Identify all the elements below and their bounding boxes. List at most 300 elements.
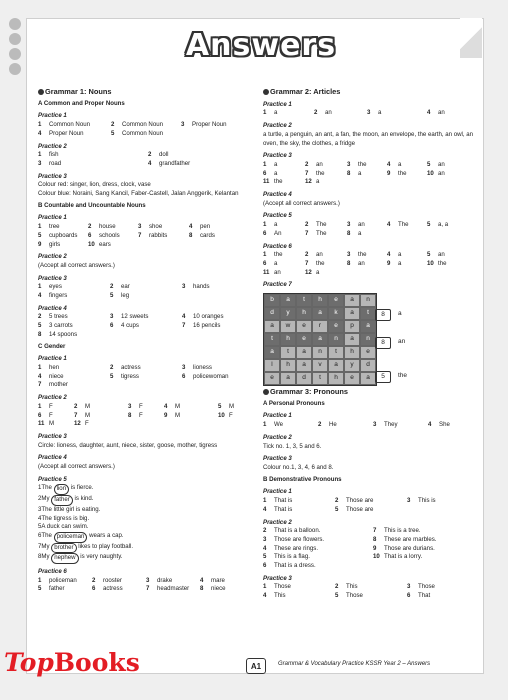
sentence-end: is fierce.	[69, 484, 94, 492]
item-answer: This	[274, 592, 286, 600]
item-answer: M	[175, 411, 181, 419]
answer-item	[428, 421, 468, 430]
item-answer: 16 pencils	[193, 322, 221, 330]
item-answer: lioness	[193, 363, 212, 371]
answer-item	[189, 232, 234, 241]
answer-item	[110, 313, 182, 322]
item-answer: This is a tree.	[384, 527, 421, 535]
answer-item	[111, 130, 181, 139]
item-answer: the	[274, 251, 283, 259]
item-number: 8	[189, 231, 193, 239]
answer-item	[38, 373, 110, 382]
circled-noun: lion	[54, 484, 70, 495]
item-number: 7	[74, 411, 78, 419]
grid-cell: a	[328, 359, 344, 372]
item-answer: the	[316, 259, 325, 267]
item-number: 8	[347, 229, 351, 237]
item-answer: an	[316, 251, 323, 259]
sentence-start: My	[41, 495, 52, 503]
item-number: 11	[263, 178, 270, 186]
item-answer: grandfather	[159, 159, 191, 167]
answer-item	[92, 577, 146, 586]
item-number: 4	[200, 576, 204, 584]
grid-cell: h	[344, 346, 360, 359]
grid-cell: t	[280, 346, 296, 359]
item-number: 5	[427, 251, 431, 259]
item-number: 6	[407, 592, 411, 600]
grid-cell: v	[312, 359, 328, 372]
item-answer: the	[398, 169, 407, 177]
answer-item	[305, 178, 347, 187]
circled-noun: nephew	[51, 553, 78, 564]
item-number: 2	[148, 151, 152, 159]
circled-noun: brother	[51, 543, 76, 554]
item-answer: father	[49, 585, 65, 593]
item-number: 11	[263, 268, 270, 276]
sentence-end: is very naughty.	[78, 553, 123, 561]
item-number: 1	[263, 583, 267, 591]
answer-item	[347, 161, 387, 170]
item-number: 8	[38, 330, 42, 338]
item-number: 6	[88, 231, 92, 239]
answer-item	[218, 412, 254, 421]
answer-text: Colour red: singer, lion, dress, clock, vase	[38, 181, 151, 189]
item-number-label: 7	[38, 542, 42, 550]
grid-cell: t	[360, 307, 376, 320]
item-answer: Common Noun	[49, 121, 90, 129]
item-number: 3	[181, 121, 185, 129]
answer-item	[111, 121, 181, 130]
grid-cell: e	[360, 346, 376, 359]
answer-item	[347, 230, 387, 239]
section-heading: Grammar 1: Nouns	[38, 88, 270, 97]
answer-item	[38, 241, 88, 250]
item-answer: road	[49, 159, 62, 167]
answer-item	[387, 161, 427, 170]
sentence-start: My	[41, 542, 52, 550]
item-answer: F	[85, 420, 89, 428]
item-number: 3	[407, 497, 411, 505]
grid-cell: h	[280, 333, 296, 346]
item-number: 3	[182, 363, 186, 371]
item-answer: We	[274, 421, 284, 429]
item-answer: an	[438, 251, 445, 259]
item-number: 3	[138, 223, 142, 231]
item-number: 5	[38, 231, 42, 239]
answer-item	[373, 421, 428, 430]
item-answer: Those are durians.	[384, 544, 435, 552]
grid-cell: e	[296, 333, 312, 346]
answer-item	[146, 577, 200, 586]
letter-grid	[263, 293, 377, 386]
item-number: 8	[373, 535, 377, 543]
item-answer: actress	[121, 363, 141, 371]
grid-cell: a	[344, 333, 360, 346]
answer-item	[263, 592, 335, 601]
item-number: 3	[182, 283, 186, 291]
item-answer: an	[438, 109, 445, 117]
practice-label: Practice 1	[38, 214, 67, 222]
answer-item	[427, 260, 463, 269]
item-answer: mare	[211, 576, 225, 584]
item-number: 1	[263, 497, 267, 505]
item-answer: eyes	[49, 283, 62, 291]
answer-item	[263, 583, 335, 592]
item-number: 1	[38, 223, 42, 231]
subsection-heading: A Personal Pronouns	[263, 399, 325, 407]
item-number: 9	[387, 259, 391, 267]
answer-item	[38, 403, 74, 412]
item-number: 4	[263, 544, 267, 552]
item-answer: ear	[121, 283, 130, 291]
answer-item	[148, 160, 238, 169]
right-column	[263, 86, 478, 601]
grid-cell: e	[296, 320, 312, 333]
item-number: 4	[428, 421, 432, 429]
answer-item	[182, 313, 242, 322]
item-answer: That is a lorry.	[384, 553, 423, 561]
item-number: 5	[427, 221, 431, 229]
item-answer: Those are flowers.	[274, 535, 325, 543]
item-number: 5	[38, 585, 42, 593]
count-box: 8	[375, 309, 391, 321]
grid-cell: t	[296, 294, 312, 307]
practice-label: Practice 1	[263, 100, 292, 108]
item-number: 10	[373, 553, 380, 561]
grid-cell: h	[296, 307, 312, 320]
item-number: 7	[146, 585, 150, 593]
circled-noun: policeman	[54, 532, 88, 543]
item-number-label: 1	[38, 484, 42, 492]
answer-item	[335, 497, 407, 506]
answer-sentence	[38, 553, 270, 564]
answer-item	[305, 230, 347, 239]
grid-cell: e	[328, 294, 344, 307]
item-number: 6	[263, 562, 267, 570]
item-number: 3	[38, 159, 42, 167]
grid-cell: d	[264, 307, 280, 320]
item-number: 2	[92, 576, 96, 584]
answer-item	[347, 260, 387, 269]
item-answer: These are marbles.	[384, 535, 437, 543]
answer-item	[387, 221, 427, 230]
answer-item	[263, 251, 305, 260]
answer-row	[38, 381, 270, 390]
sentence-end: wears a cap.	[87, 531, 124, 539]
item-answer: M	[229, 402, 235, 410]
answer-item	[182, 373, 242, 382]
answer-item	[263, 562, 373, 571]
item-number: 5	[38, 322, 42, 330]
item-number: 5	[110, 292, 114, 300]
answer-item	[38, 381, 110, 390]
item-number: 1	[38, 576, 42, 584]
answer-item	[373, 545, 463, 554]
answer-item	[38, 577, 92, 586]
item-answer: tigress	[121, 372, 139, 380]
subsection-heading: A Common and Proper Nouns	[38, 99, 125, 107]
answer-item	[128, 403, 164, 412]
answer-row	[38, 292, 270, 301]
answer-item	[38, 283, 110, 292]
answer-item	[38, 585, 92, 594]
answer-item	[164, 403, 218, 412]
grid-cell: a	[296, 346, 312, 359]
count-box: 8	[375, 337, 391, 349]
item-answer: a	[398, 160, 402, 168]
section-heading: Grammar 2: Articles	[263, 88, 478, 97]
item-number: 2	[318, 421, 322, 429]
grid-cell: r	[312, 320, 328, 333]
practice-label: Practice 3	[38, 172, 67, 180]
item-answer: mother	[49, 381, 68, 389]
item-number: 6	[263, 259, 267, 267]
grid-cell: n	[360, 294, 376, 307]
item-answer: Proper Noun	[192, 121, 227, 129]
grid-cell: e	[264, 372, 280, 385]
answer-item	[200, 577, 240, 586]
answer-item	[128, 412, 164, 421]
answer-item	[110, 373, 182, 382]
answer-item	[427, 170, 463, 179]
section-heading: Grammar 3: Pronouns	[263, 388, 478, 397]
item-number: 1	[38, 283, 42, 291]
item-answer: M	[85, 411, 91, 419]
item-number: 12	[74, 420, 81, 428]
grid-cell: y	[344, 359, 360, 372]
item-number: 7	[305, 169, 309, 177]
answer-row	[38, 322, 270, 331]
item-answer: This is	[418, 497, 436, 505]
practice-label: Practice 7	[263, 281, 292, 289]
item-number: 7	[138, 231, 142, 239]
practice-label: Practice 2	[38, 142, 67, 150]
item-number: 4	[38, 292, 42, 300]
answer-item	[74, 412, 128, 421]
answer-text: (Accept all correct answers.)	[38, 463, 115, 471]
item-number: 2	[88, 223, 92, 231]
item-answer: rooster	[103, 576, 122, 584]
item-number: 4	[148, 159, 152, 167]
item-number: 4	[263, 505, 267, 513]
item-number-label: 8	[38, 553, 42, 561]
item-number: 4	[38, 129, 42, 137]
count-word: an	[398, 338, 406, 346]
page-curl	[460, 18, 482, 58]
item-answer: policewoman	[193, 372, 229, 380]
item-answer: He	[329, 421, 337, 429]
item-answer: the	[316, 169, 325, 177]
item-number: 3	[128, 402, 132, 410]
grid-cell: e	[344, 372, 360, 385]
item-answer: F	[139, 402, 143, 410]
answer-row	[263, 553, 478, 562]
count-word: the	[398, 372, 408, 380]
answer-item	[305, 269, 347, 278]
grid-cell: t	[312, 372, 328, 385]
answer-row	[263, 506, 478, 515]
answer-row	[38, 373, 270, 382]
answer-row	[263, 497, 478, 506]
subsection-heading: B Demonstrative Pronouns	[263, 475, 342, 483]
item-answer: Common Noun	[122, 129, 163, 137]
item-answer: 10 oranges	[193, 313, 224, 321]
grid-cell: a	[264, 320, 280, 333]
item-answer: schools	[99, 231, 120, 239]
answer-item	[263, 230, 305, 239]
item-answer: Proper Noun	[49, 129, 84, 137]
answer-item	[38, 160, 148, 169]
item-number: 7	[305, 259, 309, 267]
answer-item	[367, 109, 427, 118]
item-answer: M	[175, 402, 181, 410]
answer-row	[263, 161, 478, 170]
answer-row	[38, 223, 270, 232]
answer-item	[263, 506, 335, 515]
practice-label: Practice 3	[38, 274, 67, 282]
item-answer: cards	[200, 231, 215, 239]
item-number: 12	[305, 268, 312, 276]
item-number: 6	[182, 372, 186, 380]
answer-item	[305, 260, 347, 269]
item-number: 5	[218, 402, 222, 410]
answer-item	[146, 585, 200, 594]
answer-item	[305, 221, 347, 230]
answer-sentence	[38, 532, 270, 543]
item-number: 3	[347, 251, 351, 259]
answer-sentence	[38, 484, 270, 495]
item-answer: cupboards	[49, 231, 78, 239]
answer-item	[38, 331, 110, 340]
item-number: 2	[305, 221, 309, 229]
item-answer: An	[274, 229, 282, 237]
practice-label: Practice 1	[38, 112, 67, 120]
answer-row	[38, 313, 270, 322]
item-answer: These are rings.	[274, 544, 319, 552]
answer-item	[164, 412, 218, 421]
item-number: 4	[427, 109, 431, 117]
item-answer: Common Noun	[122, 121, 163, 129]
practice-label: Practice 2	[263, 433, 292, 441]
item-number-label: 3	[38, 505, 42, 513]
item-answer: They	[384, 421, 398, 429]
answer-item	[305, 170, 347, 179]
practice-label: Practice 6	[263, 242, 292, 250]
answer-row	[38, 121, 270, 130]
answer-row	[263, 592, 478, 601]
item-answer: a	[316, 178, 320, 186]
item-answer: The	[398, 221, 409, 229]
item-number-label: 2	[38, 495, 42, 503]
item-number: 5	[335, 592, 339, 600]
publisher-logo: TopBooks	[4, 648, 140, 677]
answer-row	[263, 170, 478, 179]
practice-label: Practice 2	[263, 518, 292, 526]
answer-item	[110, 292, 182, 301]
answer-sentence	[38, 495, 270, 506]
grid-cell: n	[360, 333, 376, 346]
answer-row	[263, 251, 478, 260]
item-answer: doll	[159, 151, 169, 159]
answer-row	[38, 420, 270, 429]
item-number: 6	[92, 585, 96, 593]
answer-item	[182, 364, 242, 373]
item-number: 1	[263, 160, 267, 168]
item-answer: a	[358, 229, 362, 237]
answer-item	[427, 109, 457, 118]
practice-label: Practice 4	[38, 454, 67, 462]
grid-cell: p	[344, 320, 360, 333]
item-number: 1	[263, 109, 267, 117]
answer-item	[138, 223, 189, 232]
item-answer: the	[358, 251, 367, 259]
answer-item	[38, 232, 88, 241]
item-answer: a, a	[438, 221, 449, 229]
grid-cell: h	[328, 372, 344, 385]
practice-label: Practice 1	[38, 355, 67, 363]
practice-label: Practice 4	[263, 191, 292, 199]
item-number: 3	[347, 160, 351, 168]
item-answer: an	[438, 160, 445, 168]
item-answer: an	[438, 169, 445, 177]
item-answer: tree	[49, 223, 60, 231]
item-answer: hands	[193, 283, 210, 291]
item-answer: a	[274, 169, 278, 177]
answer-row	[38, 331, 270, 340]
item-number: 4	[387, 221, 391, 229]
grid-cell: t	[264, 333, 280, 346]
answer-item	[88, 223, 138, 232]
answer-item	[314, 109, 367, 118]
item-answer: Those	[346, 592, 363, 600]
practice-label: Practice 2	[38, 394, 67, 402]
answer-item	[263, 260, 305, 269]
answer-text: (Accept all correct answers.)	[263, 199, 340, 207]
item-number: 8	[347, 169, 351, 177]
item-answer: 3 carrots	[49, 322, 73, 330]
item-answer: an	[316, 160, 323, 168]
answer-item	[305, 161, 347, 170]
answer-item	[182, 283, 242, 292]
answer-row	[263, 536, 478, 545]
answer-item	[138, 232, 189, 241]
answer-sentence	[38, 506, 270, 515]
item-answer: an	[358, 221, 365, 229]
answer-row	[38, 232, 270, 241]
answer-item	[335, 583, 407, 592]
item-answer: headmaster	[157, 585, 190, 593]
answer-item	[38, 223, 88, 232]
item-answer: That is a dress.	[274, 562, 316, 570]
item-answer: a	[398, 259, 402, 267]
item-number: 7	[38, 381, 42, 389]
answer-item	[181, 121, 241, 130]
answer-item	[427, 161, 463, 170]
item-number: 10	[427, 259, 434, 267]
item-number-label: 4	[38, 514, 42, 522]
item-number: 2	[111, 121, 115, 129]
answer-item	[427, 251, 463, 260]
item-answer: house	[99, 223, 116, 231]
item-number: 8	[128, 411, 132, 419]
item-answer: The	[316, 229, 327, 237]
answer-item	[263, 421, 318, 430]
item-number: 4	[182, 313, 186, 321]
answer-item	[182, 322, 242, 331]
item-answer: M	[85, 402, 91, 410]
item-number: 5	[110, 372, 114, 380]
item-number: 7	[305, 229, 309, 237]
